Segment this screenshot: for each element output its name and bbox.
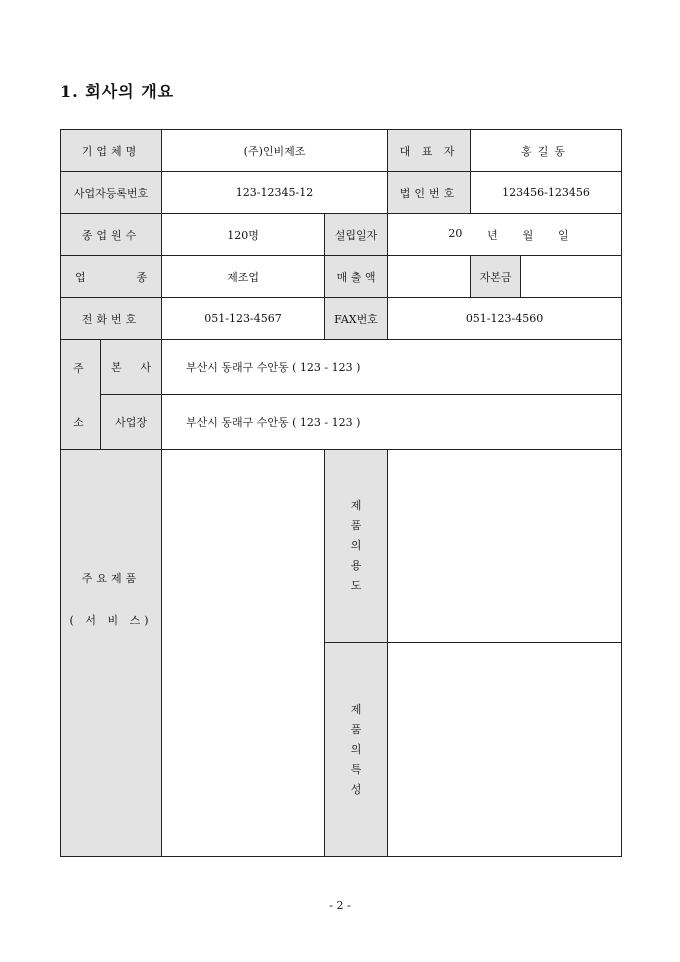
usage-label-text: 제품의용도 [350,499,362,592]
fax-label: FAX번호 [325,298,388,340]
site-address-value[interactable]: 부산시 동래구 수안동 ( 123 - 123 ) [162,395,622,450]
page-number: - 2 - [329,899,351,912]
ceo-value[interactable]: 홍길동 [471,130,622,172]
month-unit: 월 [522,228,534,242]
industry-value[interactable]: 제조업 [162,256,325,298]
products-label-text: 주요제품 [81,572,141,585]
established-label: 설립일자 [325,214,388,256]
company-name-value[interactable]: (주)인비제조 [162,130,388,172]
section-heading: 1. 회사의 개요 [60,82,175,101]
industry-label-2: 종 [136,270,148,284]
corp-reg-label: 법인번호 [388,172,471,214]
sales-value[interactable] [388,256,471,298]
products-sub-label: ( 서 비 스) [69,614,153,627]
hq-address-value[interactable]: 부산시 동래구 수안동 ( 123 - 123 ) [162,340,622,395]
usage-value[interactable] [388,450,622,643]
industry-label [61,256,162,298]
established-value[interactable] [388,214,622,256]
sales-label: 매 출 액 [325,256,388,298]
hq-label-1: 본 [111,361,122,374]
address-label-1: 주 [73,361,88,375]
products-label [61,450,162,857]
usage-label [325,450,388,643]
year-unit: 년 [487,228,498,242]
hq-label [101,340,162,395]
ceo-label: 대 표 자 [388,130,471,172]
employees-value[interactable]: 120명 [162,214,325,256]
features-label-text: 제품의특성 [350,702,362,796]
phone-value[interactable]: 051-123-4567 [162,298,325,340]
fax-value[interactable]: 051-123-4560 [388,298,622,340]
address-label-2: 소 [73,415,88,429]
features-value[interactable] [388,643,622,857]
site-label: 사업장 [101,395,162,450]
address-label [61,340,101,450]
day-unit: 일 [557,228,569,242]
features-label [325,643,388,857]
company-overview-table [60,129,622,857]
established-year: 20 [448,226,463,240]
biz-reg-label: 사업자등록번호 [61,172,162,214]
phone-label: 전화번호 [61,298,162,340]
hq-label-2: 사 [140,361,152,374]
products-value[interactable] [162,450,325,857]
company-name-label: 기업체명 [61,130,162,172]
biz-reg-value[interactable]: 123-12345-12 [162,172,388,214]
capital-value[interactable] [521,256,622,298]
industry-label-1: 업 [75,270,86,284]
capital-label: 자본금 [471,256,521,298]
corp-reg-value[interactable]: 123456-123456 [471,172,622,214]
employees-label: 종업원수 [61,214,162,256]
